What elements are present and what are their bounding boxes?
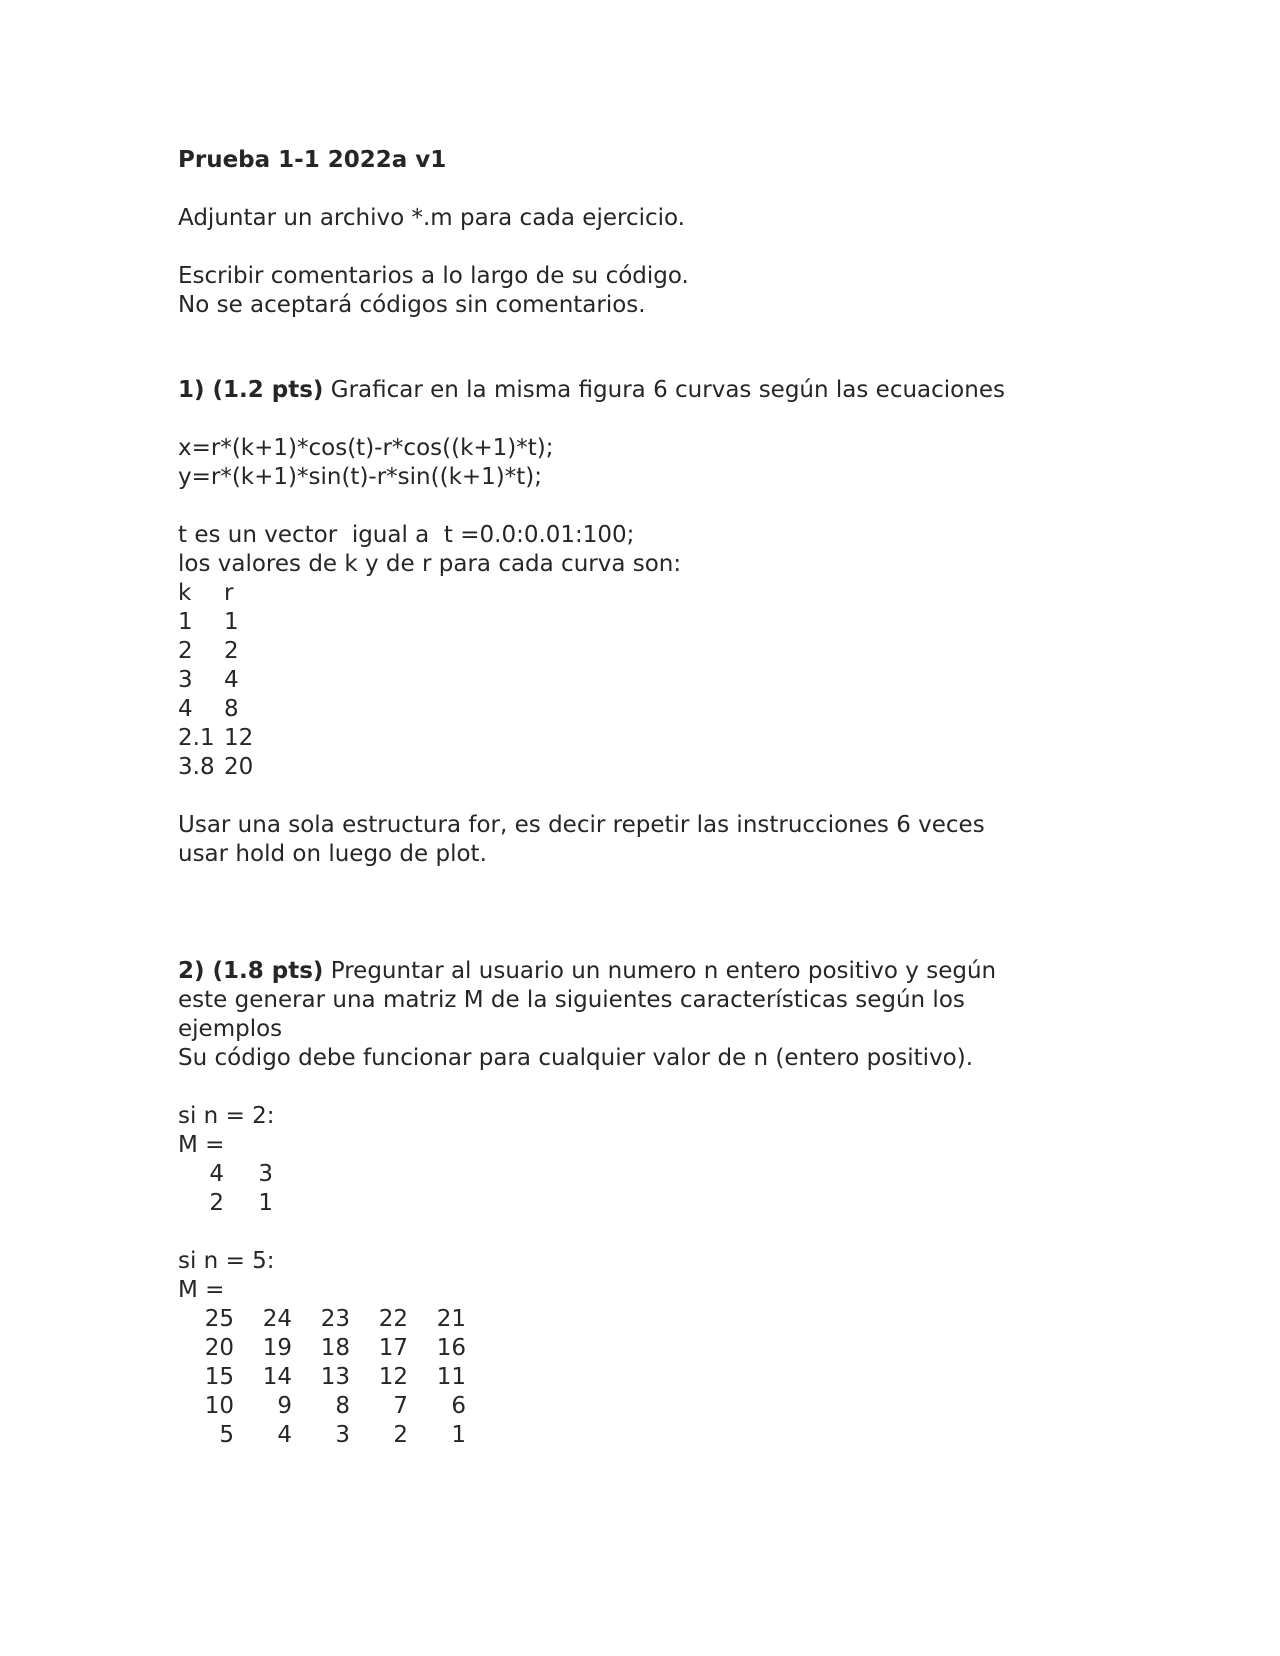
matrix-cell: 19: [262, 1335, 292, 1361]
table-cell: 4: [224, 667, 239, 693]
matrix-row: [178, 1305, 1118, 1334]
matrix-row: [178, 1189, 1118, 1218]
question-2-prompt-line-3: ejemplos: [178, 1016, 283, 1042]
table-cell: 2.1: [178, 725, 215, 751]
matrix-cell: 12: [378, 1364, 408, 1390]
matrix-cell: 21: [436, 1306, 466, 1332]
table-cell: 3: [178, 667, 193, 693]
matrix-cell: 2: [209, 1190, 224, 1216]
matrix-row: [178, 1363, 1118, 1392]
question-2-prompt-line-4: Su código debe funcionar para cualquier valor de n (entero positivo).: [178, 1045, 974, 1071]
matrix-cell: 13: [320, 1364, 350, 1390]
table-cell: 8: [224, 696, 239, 722]
matrix-cell: 4: [209, 1161, 224, 1187]
matrix-cell: 8: [335, 1393, 350, 1419]
question-1-label: 1) (1.2 pts): [178, 377, 324, 403]
matrix-cell: 3: [258, 1161, 273, 1187]
table-cell: 2: [178, 638, 193, 664]
matrix-row: [178, 1421, 1118, 1450]
table-cell: 1: [224, 609, 239, 635]
table-cell: 2: [224, 638, 239, 664]
note-for-loop: Usar una sola estructura for, es decir repetir las instrucciones 6 veces: [178, 812, 985, 838]
matrix-cell: 1: [258, 1190, 273, 1216]
t-vector-line: t es un vector igual a t =0.0:0.01:100;: [178, 522, 635, 548]
matrix-cell: 7: [393, 1393, 408, 1419]
matrix-cell: 17: [378, 1335, 408, 1361]
matrix-cell: 22: [378, 1306, 408, 1332]
values-intro: los valores de k y de r para cada curva son:: [178, 551, 682, 577]
matrix-cell: 5: [219, 1422, 234, 1448]
question-2-heading: [178, 957, 1118, 986]
table-cell: 12: [224, 725, 254, 751]
matrix-row: [178, 1334, 1118, 1363]
matrix-cell: 3: [335, 1422, 350, 1448]
instruction-comments: Escribir comentarios a lo largo de su código.: [178, 263, 689, 289]
question-1-prompt: Graficar en la misma figura 6 curvas según las ecuaciones: [323, 377, 1005, 403]
table-header-r: r: [224, 580, 234, 606]
matrix-example-2: [178, 1305, 1118, 1450]
matrix-cell: 6: [451, 1393, 466, 1419]
matrix-row: [178, 1392, 1118, 1421]
matrix-cell: 18: [320, 1335, 350, 1361]
matrix-cell: 9: [277, 1393, 292, 1419]
table-header-k: k: [178, 580, 192, 606]
note-hold-on: usar hold on luego de plot.: [178, 841, 487, 867]
matrix-cell: 1: [451, 1422, 466, 1448]
matrix-cell: 23: [320, 1306, 350, 1332]
example-1-m-label: M =: [178, 1132, 225, 1158]
table-cell: 4: [178, 696, 193, 722]
question-1-heading: [178, 376, 1118, 405]
matrix-cell: 16: [436, 1335, 466, 1361]
example-1-label: si n = 2:: [178, 1103, 275, 1129]
equation-y: y=r*(k+1)*sin(t)-r*sin((k+1)*t);: [178, 464, 543, 490]
table-cell: 20: [224, 754, 254, 780]
matrix-cell: 14: [262, 1364, 292, 1390]
example-2-m-label: M =: [178, 1277, 225, 1303]
table-cell: 1: [178, 609, 193, 635]
matrix-cell: 2: [393, 1422, 408, 1448]
matrix-cell: 10: [204, 1393, 234, 1419]
example-2-label: si n = 5:: [178, 1248, 275, 1274]
k-r-table: [178, 579, 1118, 782]
question-2-prompt-line-2: este generar una matriz M de la siguientes características según los: [178, 987, 965, 1013]
matrix-cell: 25: [204, 1306, 234, 1332]
instruction-no-accept: No se aceptará códigos sin comentarios.: [178, 292, 646, 318]
table-cell: 3.8: [178, 754, 215, 780]
document-page: [178, 146, 1118, 1450]
matrix-cell: 20: [204, 1335, 234, 1361]
page-title: Prueba 1-1 2022a v1: [178, 147, 447, 173]
matrix-cell: 11: [436, 1364, 466, 1390]
matrix-row: [178, 1160, 1118, 1189]
matrix-cell: 4: [277, 1422, 292, 1448]
question-2-prompt: Preguntar al usuario un numero n entero positivo y según: [323, 958, 997, 984]
matrix-cell: 15: [204, 1364, 234, 1390]
question-2-label: 2) (1.8 pts): [178, 958, 324, 984]
matrix-cell: 24: [262, 1306, 292, 1332]
matrix-example-1: [178, 1160, 1118, 1218]
instruction-attach: Adjuntar un archivo *.m para cada ejercicio.: [178, 205, 685, 231]
equation-x: x=r*(k+1)*cos(t)-r*cos((k+1)*t);: [178, 435, 554, 461]
